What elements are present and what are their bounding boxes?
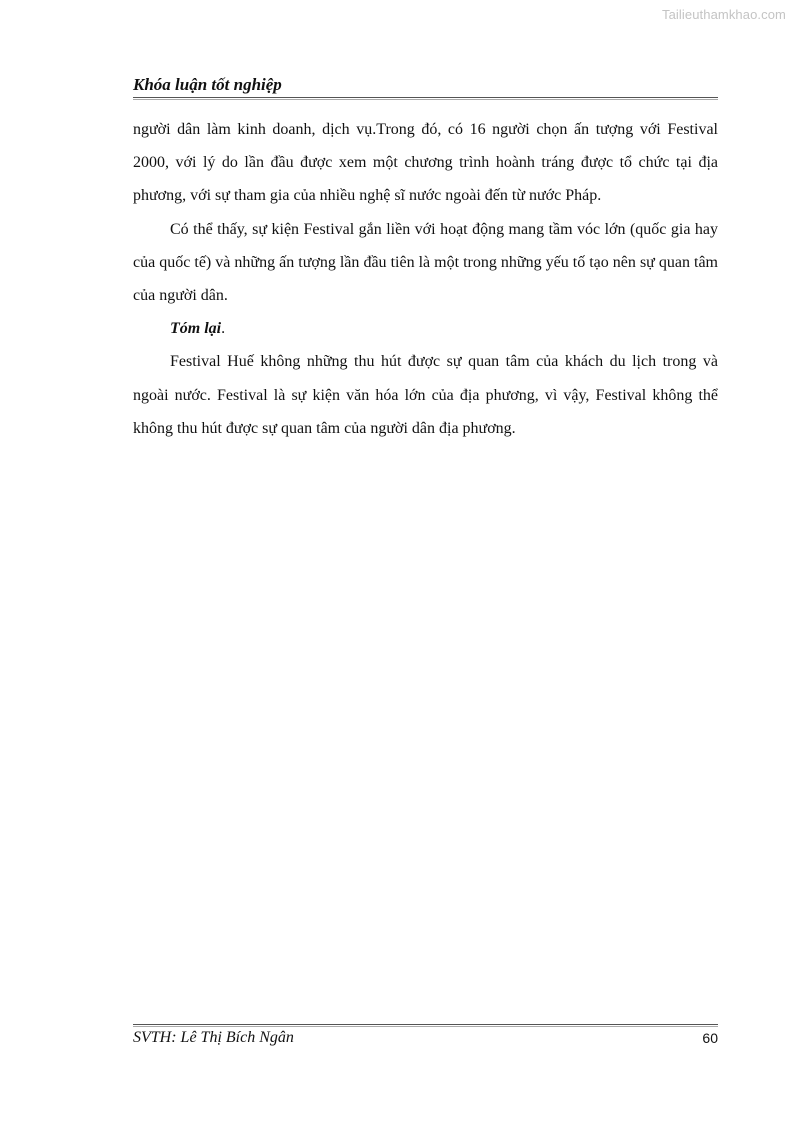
paragraph-2: Có thể thấy, sự kiện Festival gắn liền với hoạt động mang tầm vóc lớn (quốc gia hay của quốc tế) và những ấn tượng lần đầu tiên là một trong những yếu tố tạo nên sự quan tâm của người dân. — [133, 220, 718, 305]
paragraph-3: Festival Huế không những thu hút được sự quan tâm của khách du lịch trong và ngoài nước. Festival là sự kiện văn hóa lớn của địa phương, vì vậy, Festival không thể không thu hút được sự quan tâm của người dân địa phương. — [133, 353, 718, 437]
footer-author: SVTH: Lê Thị Bích Ngân — [133, 1029, 294, 1046]
header-divider — [133, 97, 718, 100]
watermark: Tailieuthamkhao.com — [661, 7, 786, 22]
page-number: 60 — [702, 1030, 718, 1046]
document-header-title: Khóa luận tốt nghiệp — [133, 75, 282, 94]
document-body — [133, 113, 718, 445]
paragraph-1: người dân làm kinh doanh, dịch vụ.Trong đó, có 16 người chọn ấn tượng với Festival 2000, với lý do lần đầu được xem một chương trình hoành tráng được tổ chức tại địa phương, với sự tham gia của nhiều nghệ sĩ nước ngoài đến từ nước Pháp. — [133, 121, 718, 205]
summary-label: Tóm lại — [170, 320, 222, 338]
footer-divider — [133, 1024, 718, 1027]
summary-heading — [133, 312, 718, 345]
summary-punctuation: . — [221, 320, 226, 338]
